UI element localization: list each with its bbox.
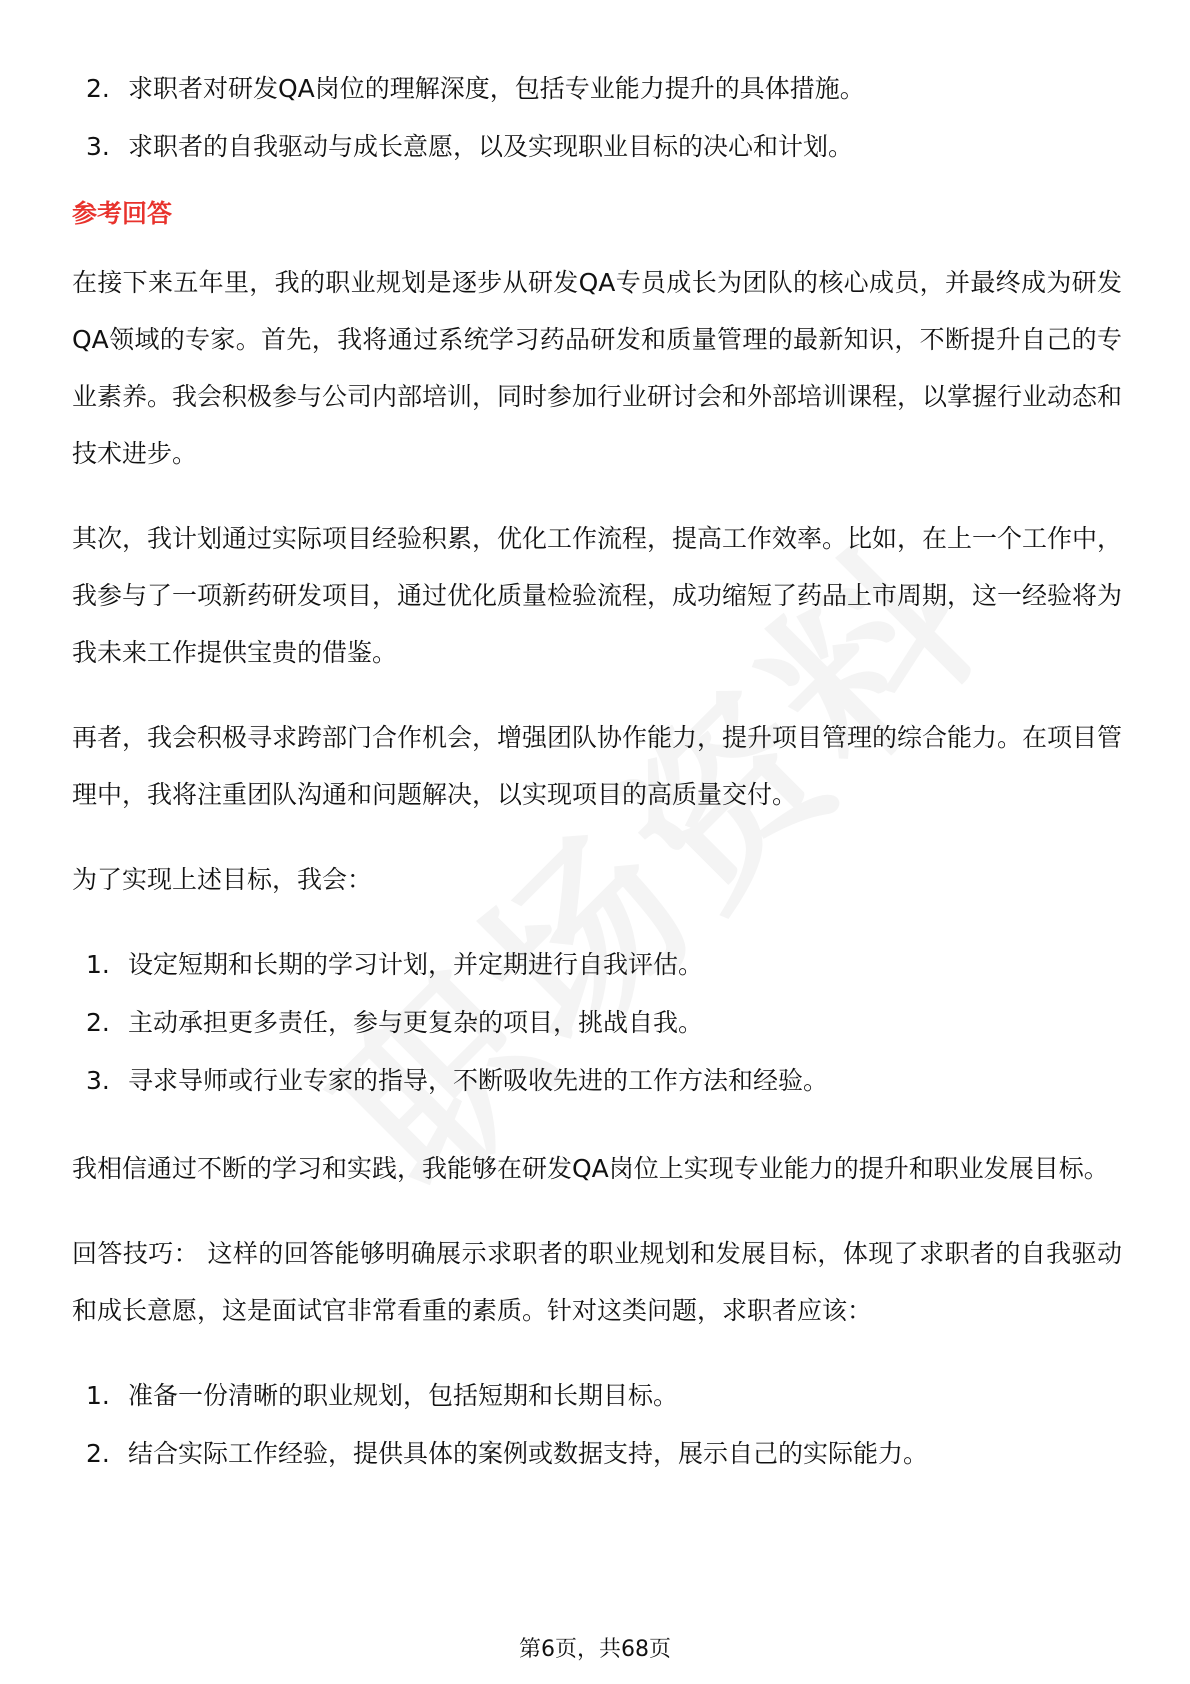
list-number: 3.: [86, 1066, 110, 1095]
list-item: [72, 118, 1122, 176]
list-item: [72, 1425, 1122, 1483]
list-number: 2.: [86, 1008, 110, 1037]
paragraph: 其次，我计划通过实际项目经验积累，优化工作流程，提高工作效率。比如，在上一个工作中，我参与了一项新药研发项目，通过优化质量检验流程，成功缩短了药品上市周期，这一经验将为我未来工作提供宝贵的借鉴。: [72, 524, 1123, 667]
list-number: 1.: [86, 950, 110, 979]
intro-list: [72, 60, 1122, 176]
page-footer: 第6页，共68页: [519, 1637, 671, 1662]
list-text: 主动承担更多责任，参与更复杂的项目，挑战自我。: [128, 1008, 704, 1037]
answer-heading: 参考回答: [72, 199, 173, 228]
tips-list: [72, 1367, 1122, 1483]
list-item: [72, 60, 1122, 118]
list-text: 设定短期和长期的学习计划，并定期进行自我评估。: [128, 950, 704, 979]
list-number: 2.: [86, 74, 110, 103]
list-item: [72, 994, 1122, 1052]
paragraph: 在接下来五年里，我的职业规划是逐步从研发QA专员成长为团队的核心成员，并最终成为研发QA领域的专家。首先，我将通过系统学习药品研发和质量管理的最新知识，不断提升自己的专业素养。我会积极参与公司内部培训，同时参加行业研讨会和外部培训课程，以掌握行业动态和技术进步。: [72, 268, 1123, 468]
list-number: 2.: [86, 1439, 110, 1468]
list-item: [72, 1367, 1122, 1425]
tips-paragraph: 回答技巧： 这样的回答能够明确展示求职者的职业规划和发展目标，体现了求职者的自我驱动和成长意愿，这是面试官非常看重的素质。针对这类问题，求职者应该：: [72, 1239, 1122, 1325]
paragraph: 再者，我会积极寻求跨部门合作机会，增强团队协作能力，提升项目管理的综合能力。在项目管理中，我将注重团队沟通和问题解决，以实现项目的高质量交付。: [72, 723, 1123, 809]
list-text: 寻求导师或行业专家的指导，不断吸收先进的工作方法和经验。: [128, 1066, 829, 1095]
list-item: [72, 1052, 1122, 1110]
list-number: 3.: [86, 132, 110, 161]
list-text: 求职者对研发QA岗位的理解深度，包括专业能力提升的具体措施。: [128, 74, 865, 103]
list-text: 准备一份清晰的职业规划，包括短期和长期目标。: [128, 1381, 679, 1410]
paragraph: 为了实现上述目标，我会：: [72, 865, 373, 894]
list-number: 1.: [86, 1381, 110, 1410]
list-item: [72, 936, 1122, 994]
list-text: 求职者的自我驱动与成长意愿，以及实现职业目标的决心和计划。: [128, 132, 854, 161]
page-content: [72, 60, 1122, 1513]
list-text: 结合实际工作经验，提供具体的案例或数据支持，展示自己的实际能力。: [128, 1439, 929, 1468]
goal-list: [72, 936, 1122, 1110]
closing-paragraph: 我相信通过不断的学习和实践，我能够在研发QA岗位上实现专业能力的提升和职业发展目标。: [72, 1154, 1109, 1183]
